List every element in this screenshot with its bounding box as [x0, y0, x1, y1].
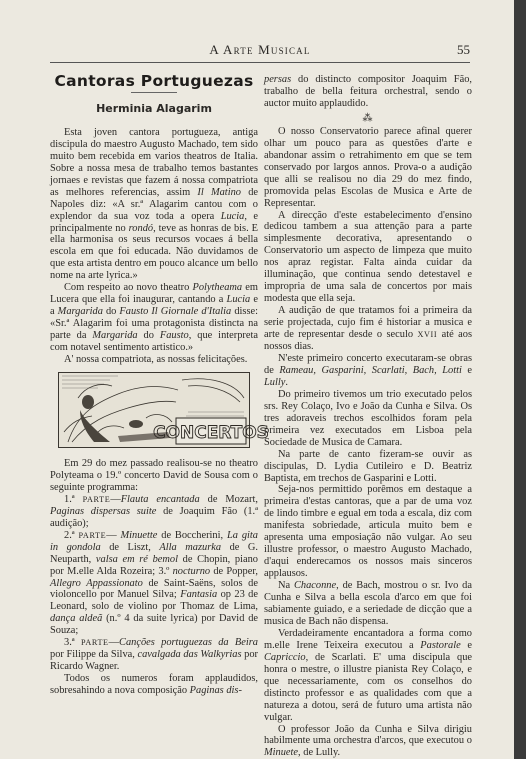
running-title: A Arte Musical — [209, 42, 311, 57]
article-subtitle: Herminia Alagarim — [96, 101, 212, 115]
paragraph: N'este primeiro concerto executaram-se obras de Rameau, Gasparini, Scarlati, Bach, Lotti e Lully. — [264, 352, 472, 388]
paragraph: Do primeiro tivemos um trio executado pelos srs. Rey Colaço, Ivo e João da Cunha e Silva. Os tres adoraveis trechos escolhidos foram pela primeira vez executados em Lisboa pela Sociedade de Musica de Camara. — [264, 388, 472, 448]
header-rule — [50, 62, 470, 63]
title-rule — [131, 92, 177, 93]
left-column — [50, 72, 269, 697]
section-dinkus: ⁂ — [362, 112, 374, 124]
page-header — [50, 42, 470, 60]
paragraph: A' nossa compatriota, as nossas felicitações. — [64, 354, 248, 366]
concertos-illustration — [58, 372, 269, 448]
paragraph: Esta joven cantora portugueza, antiga discipula do maestro Augusto Machado, tem sido muito bem recebida em varios theatros de Italia. Sobre a nossa mesa de trabalho temos bastantes jornaes e revistas que fazem á nossa compatriota as melhores referencias, assim Il Matino de Napoles diz: «A sr.ª Alagarim cantou com o explendor da sua voz toda a opera Lucia, e principalmente no rondó, teve as honras de bis. E ella harmonisa os seus recursos vocaes á bella escola em que foi educada. Não duvidamos de que esta artista dentro em pouco alcance um bello nome na arte lyrica.» — [50, 126, 259, 282]
paragraph: Na Chaconne, de Bach, mostrou o sr. Ivo da Cunha e Silva a bella escola d'arco em que foi sabiamente guiado, e a seriedade de dicção que a musica de Bach não dispensa. — [264, 580, 472, 627]
concertos-engraving — [58, 372, 269, 448]
paragraph: 1.ª PARTE—Flauta encantada de Mozart, Paginas dispersas suite de Joaquim Fão (1.ª audição); — [50, 493, 258, 529]
paragraph: Todos os numeros foram applaudidos, sobresahindo a nova composição Paginas dis- — [50, 673, 258, 697]
paragraph: Seja-nos permittido porêmos em destaque a primeira d'estas cantoras, que a par de uma voz de lindo timbre e egual em toda a escala, diz com manifesta sobriedade, articula muito bem e apresenta uma emposiação não vulgar. Ao seu illustre professor, o maestro Augusto Machado, d'aqui enderecamos os nossos mais sinceros applausos. — [264, 484, 472, 580]
paragraph: persas do distincto compositor Joaquim Fão, trabalho de bella feitura orchestral, sendo o auctor muito applaudido. — [264, 74, 472, 109]
paragraph: Em 29 do mez passado realisou-se no theatro Polyteama o 19.º concerto David de Sousa com o seguinte programma: — [50, 457, 258, 493]
paragraph: 2.ª PARTE— Minuette de Boccherini, La gita in gondola de Liszt, Alla mazurka de G. Neuparth, valsa em ré bemol de Chopin, piano por M.elle Alda Rozeira; 3.º nocturno de Popper, Allegro Appassionato de Saint-Saëns, solos de violoncello por Manuel Silva; Fantasia op 23 de Leonard, solo de violino por Thomaz de Lima, dança aldeã (n.º 4 da suite lyrica) por David de Souza; — [50, 529, 259, 637]
illustration-label: CONCERTOS — [153, 422, 269, 443]
paragraph: 3.ª PARTE—Canções portuguezas da Beira por Filippe da Silva, cavalgada das Walkyrias por Ricardo Wagner. — [50, 637, 258, 673]
paragraph: Na parte de canto fizeram-se ouvir as discipulas, D. Lydia Cutileiro e D. Beatriz Baptista, em trechos de Gasparini e Lotti. — [264, 448, 472, 484]
article-title: Cantoras Portuguezas — [54, 72, 254, 90]
paragraph: O professor João da Cunha e Silva dirigiu habilmente uma orchestra d'arcos, que executou o Minuete, de Lully. — [264, 723, 472, 759]
paragraph: Verdadeiramente encantadora a forma como m.elle Irene Teixeira executou a Pastorale e Capriccio, de Scarlati. E' uma discipula que honra o mestre, o illustre pianista Rey Colaço, e que necessariamente, com os conselhos do distincto professor e as qualidades com que a natureza a dotou, será de futuro uma artista não vulgar. — [264, 627, 472, 723]
paragraph: A audição de que tratamos foi a primeira da serie projectada, cujo fim é historiar a musica e arte de representar desde o seculo XVII até aos nossos dias. — [264, 305, 472, 353]
paragraph: A direcção d'este estabelecimento d'ensino dedicou tambem a sua attenção para a parte simplesmente decorativa, apresentando o Conservatorio um aspecto de limpeza que muito nos apraz registar. Falta ainda cuidar da illuminação, que continua sendo detestavel e impropria de uma sala de concertos por mais modesta que ella seja. — [264, 209, 472, 305]
right-column — [264, 74, 472, 759]
page-number: 55 — [457, 42, 470, 57]
paragraph: O nosso Conservatorio parece afinal querer olhar um pouco para as questões d'arte e abandonar assim o retrahimento em que se tem conservado por largos annos. Prova-o a audição que alli se realisou no dia 29 do mez findo, promovida pelas Escolas de Musica e Arte de Representar. — [264, 125, 472, 209]
page-edge — [514, 0, 526, 759]
paragraph: Com respeito ao novo theatro Polytheama em Lucera que ella foi inaugurar, cantando a Lucia e a Margarida do Fausto Il Giornale d'Italia disse: «Sr.ª Alagarim foi uma protagonista distincta na parte da Margarida do Fausto, que interpreta com notavel sentimento artistico.» — [50, 282, 258, 354]
